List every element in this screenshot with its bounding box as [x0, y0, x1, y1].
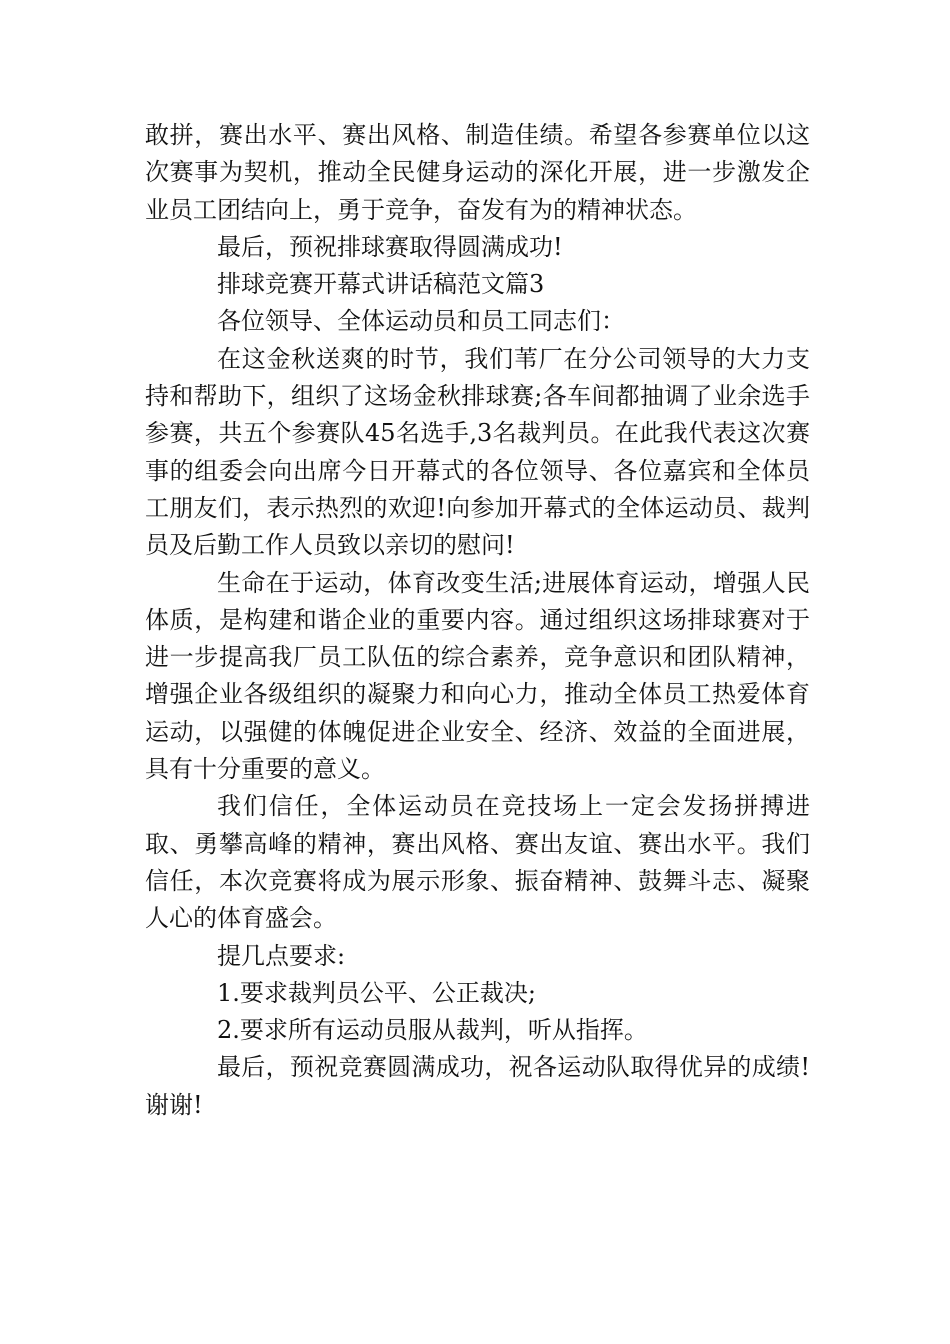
- paragraph-welcome: 在这金秋送爽的时节，我们苇厂在分公司领导的大力支持和帮助下，组织了这场金秋排球赛;各车间都抽调了业余选手参赛，共五个参赛队45名选手,3名裁判员。在此我代表这次赛事的组委会向出席今日开幕式的各位领导、各位嘉宾和全体员工朋友们，表示热烈的欢迎!向参加开幕式的全体运动员、裁判员及后勤工作人员致以亲切的慰问!: [145, 344, 810, 560]
- paragraph-salutation: 各位领导、全体运动员和员工同志们：: [217, 307, 625, 336]
- requirement-item-2: 2.要求所有运动员服从裁判，听从指挥。: [217, 1016, 648, 1045]
- paragraph-significance: 生命在于运动，体育改变生活;进展体育运动，增强人民体质，是构建和谐企业的重要内容。通过组织这场排球赛对于进一步提高我厂员工队伍的综合素养，竞争意识和团队精神，增强企业各级组织的凝聚力和向心力，推动全体员工热爱体育运动，以强健的体魄促进企业安全、经济、效益的全面进展，具有十分重要的意义。: [145, 568, 810, 784]
- paragraph-requirements-intro: 提几点要求:: [217, 941, 346, 970]
- section-heading: 排球竞赛开幕式讲话稿范文篇3: [217, 270, 545, 299]
- paragraph-confidence: 我们信任，全体运动员在竞技场上一定会发扬拼搏进取、勇攀高峰的精神，赛出风格、赛出友谊、赛出水平。我们信任，本次竞赛将成为展示形象、振奋精神、鼓舞斗志、凝聚人心的体育盛会。: [145, 792, 810, 933]
- requirement-item-1: 1.要求裁判员公平、公正裁决;: [217, 978, 536, 1007]
- paragraph-final-wish: 最后，预祝竞赛圆满成功，祝各运动队取得优异的成绩!谢谢!: [145, 1053, 810, 1119]
- document-body: [145, 117, 810, 1124]
- paragraph-closing-wish: 最后，预祝排球赛取得圆满成功!: [217, 232, 563, 261]
- paragraph-continuation: 敢拼，赛出水平、赛出风格、制造佳绩。希望各参赛单位以这次赛事为契机，推动全民健身运动的深化开展，进一步激发企业员工团结向上，勇于竞争，奋发有为的精神状态。: [145, 121, 810, 224]
